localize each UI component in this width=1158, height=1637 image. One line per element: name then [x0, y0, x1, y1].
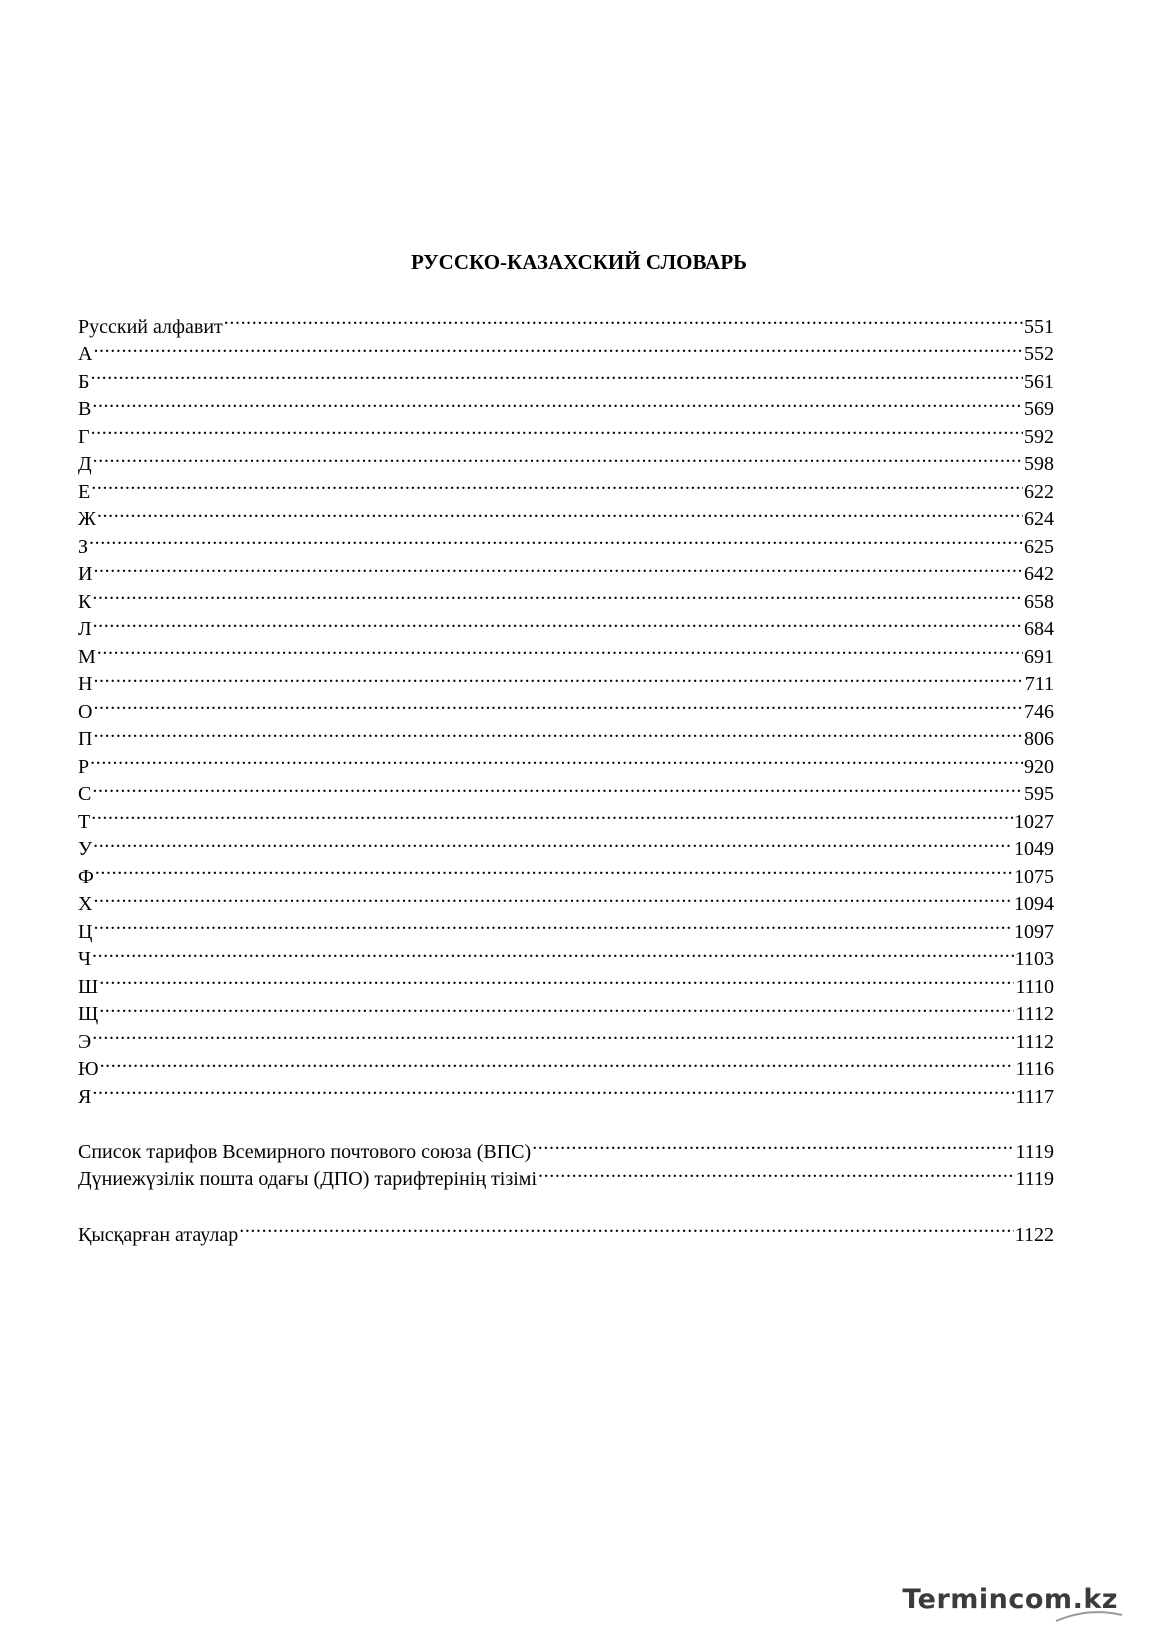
- toc-letter-entry[interactable]: [78, 608, 1054, 640]
- toc-entry-page: 1112: [1015, 1003, 1054, 1025]
- toc-entry-label: Н: [78, 673, 93, 695]
- toc-entry-label: К: [78, 590, 92, 613]
- toc-dot-leader: [93, 553, 1023, 581]
- toc-entry-label: Е: [78, 480, 91, 503]
- toc-dot-leader: [93, 828, 1013, 856]
- toc-dot-leader: [90, 745, 1023, 773]
- toc-entry-label: Список тарифов Всемирного почтового союза (ВПС): [78, 1140, 532, 1163]
- toc-entry-page: 1103: [1014, 948, 1054, 970]
- toc-dot-leader: [92, 938, 1014, 966]
- toc-entry-page: 711: [1024, 673, 1054, 695]
- toc-entry-label: Х: [78, 893, 93, 915]
- toc-dot-leader: [91, 415, 1023, 443]
- toc-letter-entry[interactable]: [78, 993, 1054, 1025]
- toc-letter-entry[interactable]: [78, 553, 1054, 585]
- toc-letter-entry[interactable]: [78, 745, 1054, 778]
- toc-dot-leader: [93, 663, 1023, 691]
- toc-entry-label: Б: [78, 370, 90, 393]
- toc-entry-page: 1116: [1015, 1058, 1054, 1080]
- toc-letters-list: [78, 305, 1054, 1108]
- toc-entry-page: 551: [1024, 315, 1054, 338]
- toc-tariff-entry[interactable]: [78, 1130, 1054, 1163]
- toc-entry-label: Ш: [78, 975, 99, 998]
- toc-letter-entry[interactable]: [78, 910, 1054, 943]
- toc-letter-entry[interactable]: [78, 855, 1054, 888]
- toc-entry-page: 592: [1024, 425, 1054, 448]
- toc-dot-leader: [239, 1213, 1014, 1241]
- logo-swoosh-icon: [1054, 1605, 1124, 1625]
- toc-letter-entry[interactable]: [78, 580, 1054, 613]
- toc-dot-leader: [93, 333, 1023, 361]
- toc-letter-entry[interactable]: [78, 773, 1054, 805]
- toc-dot-leader: [99, 965, 1014, 993]
- toc-letter-entry[interactable]: [78, 718, 1054, 750]
- toc-entry-label: А: [78, 343, 93, 365]
- logo-text: Termincom.kz: [902, 1583, 1118, 1615]
- toc-entry-page: 561: [1024, 370, 1054, 393]
- toc-dot-leader: [97, 498, 1023, 526]
- toc-dot-leader: [93, 910, 1013, 938]
- toc-letter-entry[interactable]: [78, 305, 1054, 338]
- toc-entry-label: Л: [78, 618, 92, 640]
- toc-entry-label: Ф: [78, 865, 94, 888]
- toc-letter-entry[interactable]: [78, 415, 1054, 448]
- toc-letter-entry[interactable]: [78, 388, 1054, 420]
- toc-dot-leader: [92, 773, 1023, 801]
- toc-letter-entry[interactable]: [78, 1020, 1054, 1053]
- termincom-logo: [902, 1579, 1118, 1619]
- page-title: РУССКО-КАЗАХСКИЙ СЛОВАРЬ: [410, 250, 748, 274]
- toc-entry-label: Ц: [78, 920, 93, 943]
- toc-dot-leader: [224, 305, 1023, 333]
- toc-entry-label: Дүниежүзілік пошта одағы (ДПО) тарифтерінің тізімі: [78, 1168, 538, 1190]
- toc-entry-page: 595: [1024, 783, 1054, 805]
- toc-dot-leader: [92, 1020, 1014, 1048]
- toc-letter-entry[interactable]: [78, 443, 1054, 475]
- toc-entry-label: П: [78, 728, 93, 750]
- toc-entry-label: Э: [78, 1030, 92, 1053]
- toc-dot-leader: [93, 443, 1023, 471]
- toc-entry-label: С: [78, 783, 92, 805]
- toc-dot-leader: [99, 993, 1014, 1021]
- toc-letter-entry[interactable]: [78, 525, 1054, 558]
- toc-dot-leader: [93, 718, 1023, 746]
- toc-dot-leader: [95, 855, 1013, 883]
- toc-dot-leader: [100, 1048, 1015, 1076]
- toc-entry-label: И: [78, 563, 93, 585]
- toc-dot-leader: [97, 635, 1023, 663]
- toc-entry-page: 1094: [1014, 893, 1054, 915]
- toc-letter-entry[interactable]: [78, 938, 1054, 970]
- toc-entry-label: Қысқарған атаулар: [78, 1223, 239, 1246]
- toc-dot-leader: [89, 525, 1023, 553]
- toc-abbreviations-list: [78, 1213, 1054, 1246]
- toc-letter-entry[interactable]: [78, 663, 1054, 695]
- toc-entry-label: Ж: [78, 508, 96, 530]
- toc-dot-leader: [538, 1158, 1014, 1186]
- toc-dot-leader: [91, 470, 1023, 498]
- toc-letter-entry[interactable]: [78, 635, 1054, 668]
- toc-letter-entry[interactable]: [78, 828, 1054, 860]
- toc-letter-entry[interactable]: [78, 1048, 1054, 1080]
- toc-entry-page: 598: [1024, 453, 1054, 475]
- toc-letter-entry[interactable]: [78, 1075, 1054, 1108]
- toc-dot-leader: [90, 360, 1023, 388]
- toc-dot-leader: [93, 608, 1023, 636]
- toc-entry-page: 1049: [1014, 838, 1054, 860]
- toc-letter-entry[interactable]: [78, 800, 1054, 833]
- toc-entry-page: 691: [1024, 645, 1054, 668]
- toc-dot-leader: [92, 388, 1023, 416]
- toc-letter-entry[interactable]: [78, 470, 1054, 503]
- toc-entry-page: 684: [1024, 618, 1054, 640]
- toc-entry-label: У: [78, 838, 93, 860]
- toc-entry-page: 806: [1024, 728, 1054, 750]
- toc-letter-entry[interactable]: [78, 883, 1054, 915]
- toc-abbreviations-entry[interactable]: [78, 1213, 1054, 1246]
- toc-entry-label: В: [78, 398, 92, 420]
- toc-letter-entry[interactable]: [78, 498, 1054, 530]
- toc-entry-page: 569: [1024, 398, 1054, 420]
- toc-letter-entry[interactable]: [78, 965, 1054, 998]
- toc-dot-leader: [92, 580, 1023, 608]
- toc-letter-entry[interactable]: [78, 690, 1054, 723]
- toc-entry-page: 1112: [1015, 1030, 1054, 1053]
- toc-dot-leader: [91, 800, 1013, 828]
- toc-entry-page: 1119: [1015, 1140, 1054, 1163]
- toc-entry-page: 920: [1024, 755, 1054, 778]
- toc-entry-page: 1110: [1015, 975, 1054, 998]
- toc-entry-page: 746: [1024, 700, 1054, 723]
- toc-entry-page: 622: [1024, 480, 1054, 503]
- toc-entry-label: Г: [78, 425, 90, 448]
- toc-dot-leader: [532, 1130, 1014, 1158]
- toc-entry-page: 1027: [1014, 810, 1054, 833]
- toc-tariffs-list: [78, 1130, 1054, 1190]
- toc-entry-label: Р: [78, 755, 90, 778]
- toc-entry-label: Русский алфавит: [78, 315, 223, 338]
- toc-entry-page: 624: [1024, 508, 1054, 530]
- toc-entry-page: 1122: [1014, 1223, 1054, 1246]
- toc-dot-leader: [92, 1075, 1014, 1103]
- toc-entry-label: М: [78, 645, 96, 668]
- toc-entry-page: 625: [1024, 535, 1054, 558]
- toc-entry-page: 552: [1024, 343, 1054, 365]
- toc-entry-label: З: [78, 535, 89, 558]
- toc-entry-page: 1075: [1014, 865, 1054, 888]
- toc-entry-page: 1117: [1015, 1085, 1054, 1108]
- toc-entry-page: 658: [1024, 590, 1054, 613]
- toc-entry-label: Ю: [78, 1058, 99, 1080]
- toc-entry-page: 1119: [1015, 1168, 1054, 1190]
- toc-dot-leader: [93, 883, 1013, 911]
- toc-entry-page: 642: [1024, 563, 1054, 585]
- toc-entry-label: Щ: [78, 1003, 99, 1025]
- toc-letter-entry[interactable]: [78, 333, 1054, 365]
- toc-entry-label: Ч: [78, 948, 91, 970]
- toc-letter-entry[interactable]: [78, 360, 1054, 393]
- toc-entry-page: 1097: [1014, 920, 1054, 943]
- toc-entry-label: Т: [78, 810, 91, 833]
- toc-entry-label: Д: [78, 453, 92, 475]
- toc-entry-label: О: [78, 700, 93, 723]
- toc-dot-leader: [93, 690, 1023, 718]
- toc-entry-label: Я: [78, 1085, 92, 1108]
